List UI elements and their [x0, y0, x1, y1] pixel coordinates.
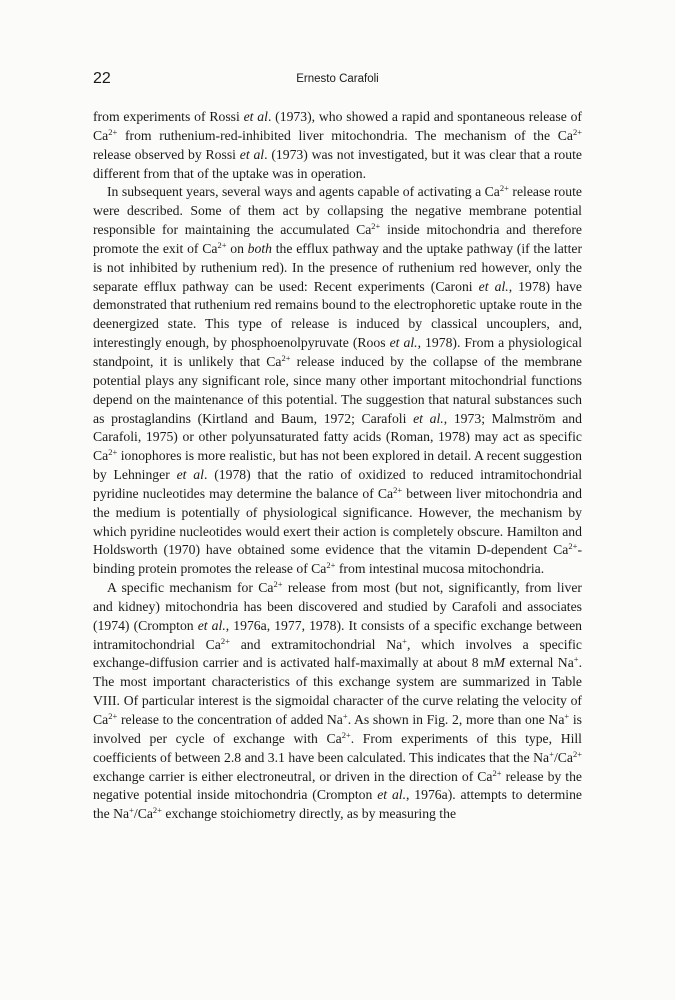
body-text: [93, 108, 582, 824]
paragraph-na-ca-exchange: A specific mechanism for $Ca^{2+}$ release from most (but not, significantly, from liver and kidney) mitochondria has been discovered and studied by Carafoli and associates (1974) (Crompton et al., 1976a, 1977, 1978). It consists of a specific exchange between intramitochondrial $Ca^{2+}$ and extramitochondrial Na+, which involves a specific exchange-diffusion carrier and is activated half-maximally at about 8 mM external Na+. The most important characteristics of this exchange system are summarized in Table VIII. Of particular interest is the sigmoidal character of the curve relating the velocity of $Ca^{2+}$ release to the concentration of added Na+. As shown in Fig. 2, more than one Na+ is involved per cycle of exchange with $Ca^{2+}$. From experiments of this type, Hill coefficients of between 2.8 and 3.1 have been calculated. This indicates that the $Na^+/Ca^{2+}$ exchange carrier is either electroneutral, or driven in the direction of $Ca^{2+}$ release by the negative potential inside mitochondria (Crompton et al., 1976a). attempts to determine the $Na^+/Ca^{2+}$ exchange stoichiometry directly, as by measuring the: [93, 579, 583, 822]
page-header: [93, 70, 582, 90]
running-title: Ernesto Carafoli: [296, 73, 379, 85]
page-number: 22: [93, 70, 111, 87]
paragraph-continued: from experiments of Rossi et al. (1973), who showed a rapid and spontaneous release of $Ca^{2+}$ from ruthenium-red-inhibited liver mitochondria. The mechanism of the $Ca^{2+}$ release observed by Rossi et al. (1973) was not investigated, but it was clear that a route different from that of the uptake was in operation.: [93, 109, 582, 181]
paragraph-release-routes: In subsequent years, several ways and agents capable of activating a $Ca^{2+}$ release route were described. Some of them act by collapsing the negative membrane potential responsible for maintaining the accumulated $Ca^{2+}$ inside mitochondria and therefore promote the exit of $Ca^{2+}$ on both the efflux pathway and the uptake pathway (if the latter is not inhibited by ruthenium red). In the presence of ruthenium red however, only the separate efflux pathway can be used: Recent experiments (Caroni et al., 1978) have demonstrated that ruthenium red remains bound to the electrophoretic uptake route in the deenergized state. This type of release is induced by classical uncouplers, and, interestingly enough, by phosphoenolpyruvate (Roos et al., 1978). From a physiological standpoint, it is unlikely that $Ca^{2+}$ release induced by the collapse of the membrane potential plays any significant role, since many other important mitochondrial functions depend on the maintenance of this potential. The suggestion that natural substances such as prostaglandins (Kirtland and Baum, 1972; Carafoli et al., 1973; Malmström and Carafoli, 1975) or other polyunsaturated fatty acids (Roman, 1978) may act as specific $Ca^{2+}$ ionophores is more realistic, but has not been explored in detail. A recent suggestion by Lehninger et al. (1978) that the ratio of oxidized to reduced intramitochondrial pyridine nucleotides may determine the balance of $Ca^{2+}$ between liver mitochondria and the medium is potentially of physiological significance. However, the mechanism by which pyridine nucleotides would exert their action is completely obscure. Hamilton and Holdsworth (1970) have obtained some evidence that the vitamin D-dependent $Ca^{2+}$-binding protein promotes the release of $Ca^{2+}$ from intestinal mucosa mitochondria.: [93, 183, 583, 577]
